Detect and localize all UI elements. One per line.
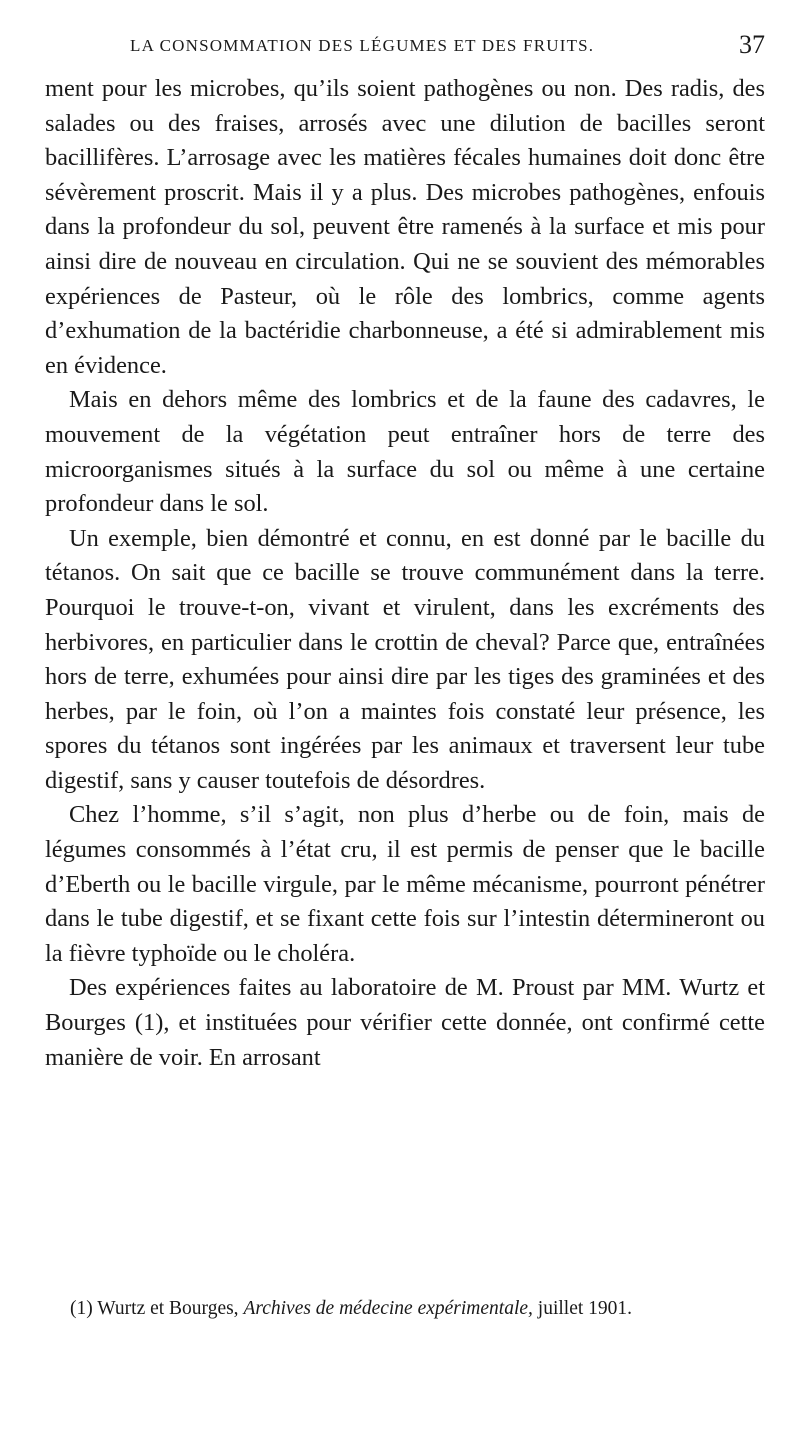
page-header (100, 32, 765, 64)
footnote-authors: Wurtz et Bourges, (97, 1298, 239, 1319)
paragraph-continuation: ment pour les microbes, qu’ils soient pathogènes ou non. Des radis, des salades ou des fraises, arrosés avec une dilution de bacilles seront bacillifères. L’arrosage avec les matières fécales humaines doit donc être sévèrement proscrit. Mais il y a plus. Des microbes pathogènes, enfouis dans la profondeur du sol, peuvent être ramenés à la surface et mis pour ainsi dire de nouveau en circulation. Qui ne se souvient des mémorables expériences de Pasteur, où le rôle des lombrics, comme agents d’exhumation de la bactéridie charbonneuse, a été si admirablement mis en évidence. (45, 75, 765, 379)
page-number: 37 (739, 30, 765, 59)
paragraph: Des expériences faites au laboratoire de M. Proust par MM. Wurtz et Bourges (1), et instituées pour vérifier cette donnée, ont confirmé cette manière de voir. En arrosant (45, 974, 765, 1071)
paragraph: Mais en dehors même des lombrics et de la faune des cadavres, le mouvement de la végétation peut entraîner hors de terre des microorganismes situés à la surface du sol ou même à une certaine profondeur dans le sol. (45, 386, 765, 518)
footnote (70, 1296, 770, 1322)
footnote-date: juillet 1901. (537, 1298, 633, 1319)
running-title: LA CONSOMMATION DES LÉGUMES ET DES FRUITS. (130, 36, 595, 55)
footnote-journal: Archives de médecine expérimentale, (243, 1298, 533, 1319)
body-text (45, 72, 765, 1075)
paragraph: Un exemple, bien démontré et connu, en est donné par le bacille du tétanos. On sait que ce bacille se trouve communément dans la terre. Pourquoi le trouve-t-on, vivant et virulent, dans les excréments des herbivores, en particulier dans le crottin de cheval? Parce que, entraînées hors de terre, exhumées pour ainsi dire par les tiges des graminées et des herbes, par le foin, où l’on a maintes fois constaté leur présence, les spores du tétanos sont ingérées par les animaux et traversent leur tube digestif, sans y causer toutefois de désordres. (45, 524, 765, 794)
footnote-marker: (1) (70, 1298, 93, 1319)
paragraph: Chez l’homme, s’il s’agit, non plus d’herbe ou de foin, mais de légumes consommés à l’état cru, il est permis de penser que le bacille d’Eberth ou le bacille virgule, par le même mécanisme, pourront pénétrer dans le tube digestif, et se fixant cette fois sur l’intestin détermineront ou la fièvre typhoïde ou le choléra. (45, 801, 765, 967)
